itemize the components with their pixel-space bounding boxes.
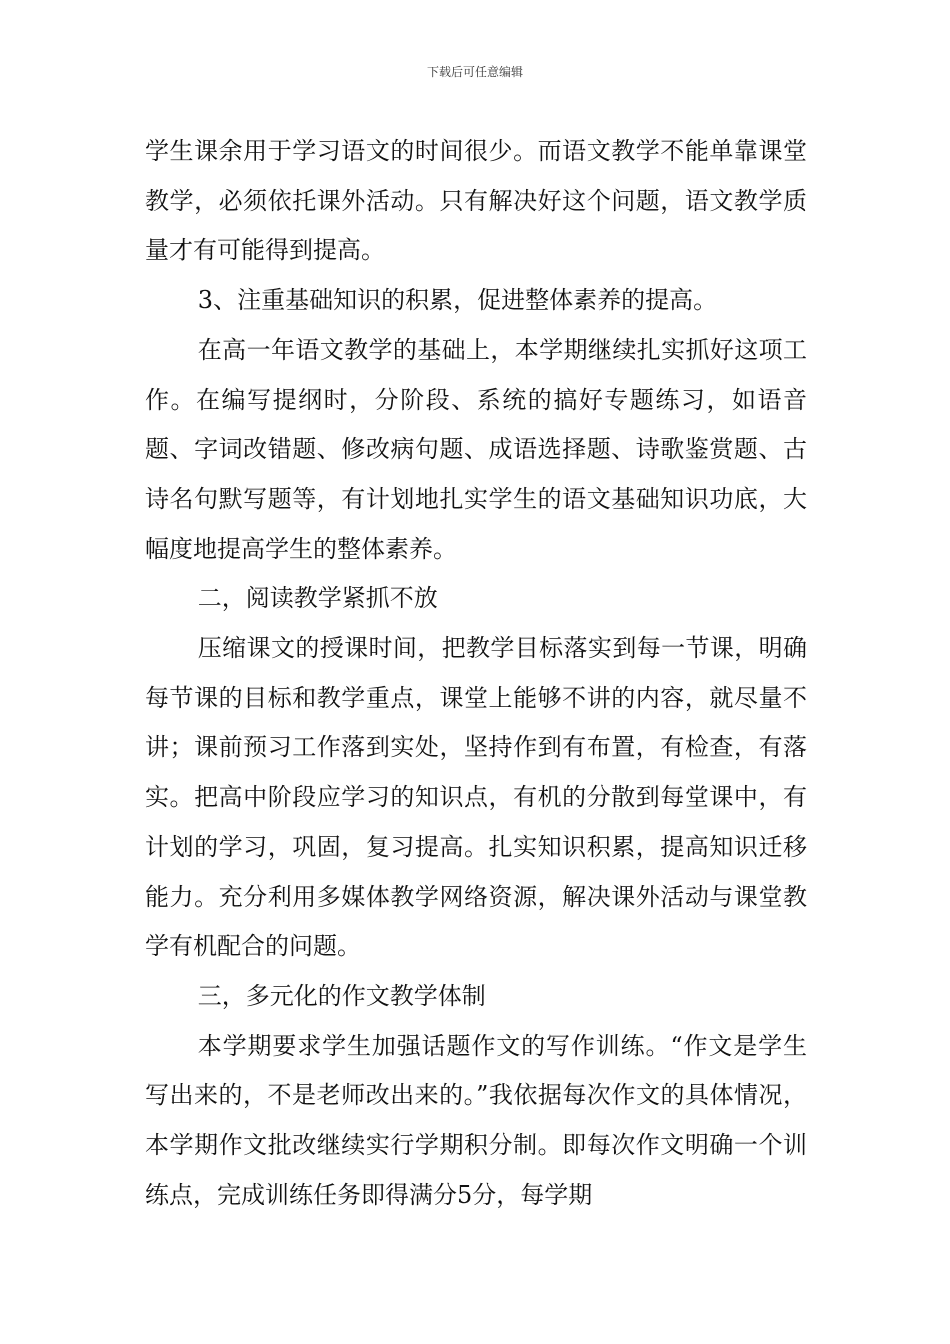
paragraph-continued: 学生课余用于学习语文的时间很少。而语文教学不能单靠课堂教学，必须依托课外活动。只有解决好这个问题，语文教学质量才有可能得到提高。 <box>145 137 807 265</box>
document-body <box>145 127 807 1220</box>
section-heading-reading: 二，阅读教学紧抓不放 <box>197 584 438 613</box>
section-heading-3: 3、注重基础知识的积累，促进整体素养的提高。 <box>197 286 718 315</box>
section-heading-writing: 三，多元化的作文教学体制 <box>197 981 486 1010</box>
page-header: 下载后可任意编辑 <box>426 65 523 79</box>
paragraph: 在高一年语文教学的基础上，本学期继续扎实抓好这项工作。在编写提纲时，分阶段、系统的搞好专题练习，如语音题、字词改错题、修改病句题、成语选择题、诗歌鉴赏题、古诗名句默写题等，有计划地扎实学生的语文基础知识功底，大幅度地提高学生的整体素养。 <box>145 335 807 563</box>
paragraph: 压缩课文的授课时间，把教学目标落实到每一节课，明确每节课的目标和教学重点，课堂上能够不讲的内容，就尽量不讲；课前预习工作落到实处，坚持作到有布置，有检查，有落实。把高中阶段应学习的知识点，有机的分散到每堂课中，有计划的学习，巩固，复习提高。扎实知识积累，提高知识迁移能力。充分利用多媒体教学网络资源，解决课外活动与课堂教学有机配合的问题。 <box>145 634 807 961</box>
paragraph: 本学期要求学生加强话题作文的写作训练。“作文是学生写出来的，不是老师改出来的。”我依据每次作文的具体情况，本学期作文批改继续实行学期积分制。即每次作文明确一个训练点，完成训练任务即得满分5分，每学期 <box>145 1031 807 1209</box>
